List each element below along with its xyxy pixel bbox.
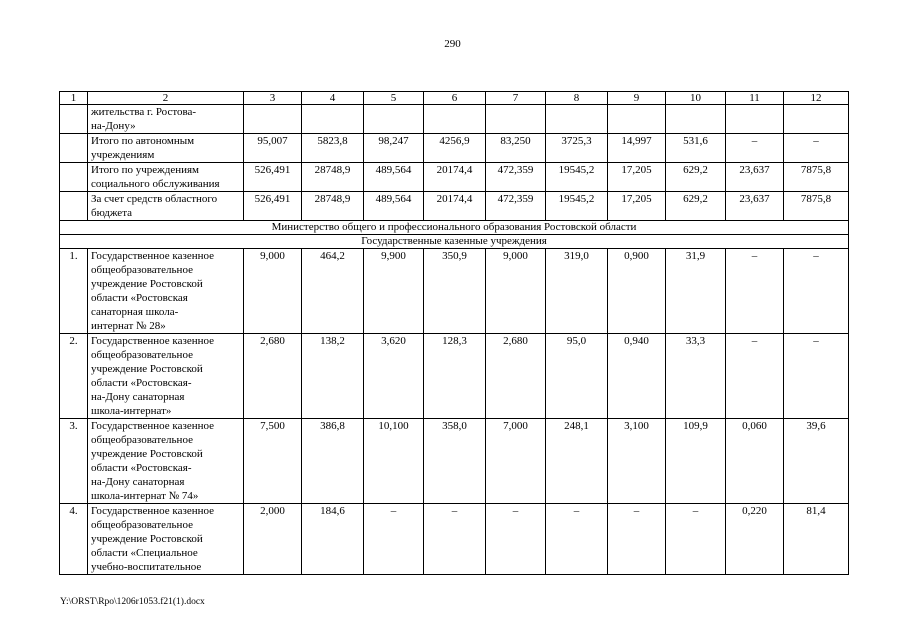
- row-value: [784, 249, 849, 334]
- section-ministry-text: Министерство общего и профессионального образования Ростовской области: [271, 221, 637, 233]
- row-value: [608, 134, 666, 163]
- row-value: [608, 163, 666, 192]
- row-value-text: 629,2: [683, 193, 708, 205]
- row-value-text: –: [751, 335, 758, 347]
- row-value-text: 526,491: [254, 193, 291, 205]
- row-value-text: 95,007: [257, 135, 288, 147]
- column-header: [424, 92, 486, 105]
- row-number: [60, 192, 88, 221]
- row-value: [486, 249, 546, 334]
- column-header: [726, 92, 784, 105]
- row-value: [726, 419, 784, 504]
- row-value-text: 0,060: [742, 420, 767, 432]
- row-value-text: 2,680: [260, 335, 285, 347]
- row-value-text: –: [512, 505, 519, 517]
- row-name-text: жительства г. Ростова- на-Дону»: [91, 106, 197, 132]
- row-name-text: Итого по автономным учреждениям: [91, 135, 195, 161]
- row-value-text: 28748,9: [314, 164, 351, 176]
- row-value: [784, 105, 849, 134]
- row-value-text: 0,220: [742, 505, 767, 517]
- row-value: [244, 334, 302, 419]
- row-value-text: 7,000: [503, 420, 528, 432]
- row-value: [608, 192, 666, 221]
- row-value: [486, 334, 546, 419]
- row-value-text: 350,9: [442, 250, 467, 262]
- column-header-text: 2: [162, 92, 169, 104]
- row-number-text: 1.: [69, 250, 78, 262]
- row-value: [726, 504, 784, 575]
- row-value: [608, 504, 666, 575]
- row-value-text: 629,2: [683, 164, 708, 176]
- row-value: [244, 249, 302, 334]
- row-value: [244, 192, 302, 221]
- column-header: [546, 92, 608, 105]
- row-name: [88, 334, 244, 419]
- row-value-text: 17,205: [621, 193, 652, 205]
- row-value: [726, 334, 784, 419]
- row-value: [608, 249, 666, 334]
- table-row: [60, 163, 849, 192]
- row-value-text: 489,564: [375, 164, 412, 176]
- row-value: [302, 163, 364, 192]
- table-row: [60, 134, 849, 163]
- row-name-text: Государственное казенное общеобразовательное учреждение Ростовской области «Ростовская- на-Дону санаторная школа-интернат»: [91, 335, 215, 417]
- row-value: [364, 504, 424, 575]
- column-header-text: 12: [810, 92, 822, 104]
- row-value: [424, 419, 486, 504]
- column-header-text: 5: [390, 92, 397, 104]
- column-header-text: 10: [690, 92, 701, 104]
- column-header: [666, 92, 726, 105]
- row-value: [666, 105, 726, 134]
- row-value-text: 2,000: [260, 505, 285, 517]
- row-value-text: 95,0: [566, 335, 587, 347]
- column-header: [784, 92, 849, 105]
- row-value-text: 7,500: [260, 420, 285, 432]
- row-value-text: 0,900: [624, 250, 649, 262]
- row-name: [88, 504, 244, 575]
- row-value: [546, 504, 608, 575]
- row-value-text: 386,8: [320, 420, 345, 432]
- table-row: [60, 249, 849, 334]
- section-ministry-row: [60, 221, 849, 235]
- column-header: [60, 92, 88, 105]
- row-value: [546, 192, 608, 221]
- row-value-text: 184,6: [320, 505, 345, 517]
- row-value: [546, 134, 608, 163]
- row-value: [666, 192, 726, 221]
- table-row: [60, 192, 849, 221]
- row-value: [784, 504, 849, 575]
- row-value: [364, 163, 424, 192]
- column-header-text: 7: [512, 92, 519, 104]
- row-value: [364, 249, 424, 334]
- row-value-text: 81,4: [806, 505, 826, 517]
- row-value-text: 20174,4: [436, 193, 473, 205]
- row-value-text: 472,359: [497, 193, 534, 205]
- row-value-text: 531,6: [683, 135, 708, 147]
- row-value-text: 20174,4: [436, 164, 473, 176]
- row-name: [88, 249, 244, 334]
- row-value: [666, 334, 726, 419]
- row-value-text: 19545,2: [558, 164, 595, 176]
- column-header-text: 1: [70, 92, 77, 104]
- row-number-text: 3.: [69, 420, 78, 432]
- row-number: [60, 334, 88, 419]
- row-value-text: –: [813, 335, 819, 347]
- row-value: [486, 134, 546, 163]
- row-value-text: –: [451, 505, 458, 517]
- row-value: [364, 105, 424, 134]
- row-value-text: 109,9: [683, 420, 708, 432]
- row-name-text: Итого по учреждениям социального обслуживания: [91, 164, 220, 190]
- row-name-text: За счет средств областного бюджета: [91, 193, 218, 219]
- row-value: [726, 134, 784, 163]
- row-value-text: 23,637: [739, 164, 770, 176]
- column-header: [88, 92, 244, 105]
- column-header-text: 4: [329, 92, 336, 104]
- table-header-row: [60, 92, 849, 105]
- row-value: [784, 134, 849, 163]
- row-value-text: 138,2: [320, 335, 345, 347]
- row-value: [364, 192, 424, 221]
- row-value-text: 23,637: [739, 193, 770, 205]
- row-number: [60, 419, 88, 504]
- row-value: [784, 419, 849, 504]
- row-value-text: –: [633, 505, 640, 517]
- row-value-text: 9,900: [381, 250, 406, 262]
- row-value: [302, 334, 364, 419]
- row-name-text: Государственное казенное общеобразовательное учреждение Ростовской области «Ростовская- на-Дону санаторная школа-интернат № 74»: [91, 420, 215, 502]
- row-value-text: –: [751, 135, 758, 147]
- row-value: [546, 163, 608, 192]
- row-value: [546, 334, 608, 419]
- row-value: [424, 105, 486, 134]
- row-value-text: 98,247: [378, 135, 409, 147]
- file-path: Y:\ORST\Rpo\1206r1053.f21(1).docx: [60, 597, 205, 607]
- row-number: [60, 163, 88, 192]
- row-number: [60, 105, 88, 134]
- row-value-text: 28748,9: [314, 193, 351, 205]
- row-value-text: 33,3: [685, 335, 706, 347]
- row-number: [60, 134, 88, 163]
- row-value-text: 17,205: [621, 164, 652, 176]
- row-number-text: 4.: [69, 505, 78, 517]
- row-value: [244, 163, 302, 192]
- row-value: [546, 419, 608, 504]
- column-header-text: 6: [451, 92, 458, 104]
- row-value: [302, 105, 364, 134]
- row-value-text: 128,3: [442, 335, 467, 347]
- row-name: [88, 419, 244, 504]
- row-value-text: –: [573, 505, 580, 517]
- row-value: [608, 105, 666, 134]
- row-value: [486, 105, 546, 134]
- row-value: [666, 419, 726, 504]
- row-name: [88, 105, 244, 134]
- row-value-text: –: [813, 250, 819, 262]
- row-value: [666, 163, 726, 192]
- row-value: [784, 334, 849, 419]
- row-value: [302, 192, 364, 221]
- row-value-text: –: [751, 250, 758, 262]
- table-row: [60, 105, 849, 134]
- row-value: [364, 419, 424, 504]
- row-value-text: 19545,2: [558, 193, 595, 205]
- column-header-text: 3: [269, 92, 276, 104]
- row-value: [486, 504, 546, 575]
- row-value: [424, 134, 486, 163]
- row-value-text: 9,000: [503, 250, 528, 262]
- column-header-text: 11: [749, 92, 760, 104]
- row-number: [60, 504, 88, 575]
- row-value: [666, 504, 726, 575]
- row-name-text: Государственное казенное общеобразовательное учреждение Ростовской области «Ростовская санаторная школа- интернат № 28»: [91, 250, 215, 332]
- row-value-text: 319,0: [564, 250, 589, 262]
- section-ministry: [60, 221, 849, 235]
- column-header: [302, 92, 364, 105]
- row-value: [784, 163, 849, 192]
- column-header-text: 8: [573, 92, 580, 104]
- row-value: [424, 504, 486, 575]
- row-value-text: 7875,8: [800, 193, 832, 205]
- row-value: [364, 334, 424, 419]
- row-value: [302, 134, 364, 163]
- section-gov-institutions-text: Государственные казенные учреждения: [361, 235, 547, 247]
- row-value: [302, 419, 364, 504]
- row-name: [88, 134, 244, 163]
- table-row: [60, 419, 849, 504]
- row-value: [302, 249, 364, 334]
- row-value: [424, 334, 486, 419]
- row-value: [364, 134, 424, 163]
- column-header: [608, 92, 666, 105]
- row-value: [608, 419, 666, 504]
- row-value-text: 0,940: [624, 335, 649, 347]
- column-header-text: 9: [633, 92, 640, 104]
- row-value-text: 5823,8: [317, 135, 348, 147]
- row-value-text: 526,491: [254, 164, 291, 176]
- row-value-text: 472,359: [497, 164, 534, 176]
- row-value-text: 248,1: [564, 420, 589, 432]
- row-value-text: 7875,8: [800, 164, 832, 176]
- row-value: [546, 249, 608, 334]
- row-value-text: 358,0: [442, 420, 467, 432]
- row-value-text: 3725,3: [561, 135, 592, 147]
- column-header: [364, 92, 424, 105]
- row-value-text: –: [692, 505, 699, 517]
- row-value: [666, 249, 726, 334]
- row-number-text: 2.: [69, 335, 78, 347]
- row-value-text: 464,2: [320, 250, 345, 262]
- row-value: [726, 163, 784, 192]
- table-row: [60, 504, 849, 575]
- page-number: 290: [444, 38, 461, 50]
- row-value-text: –: [813, 135, 819, 147]
- row-value: [486, 163, 546, 192]
- row-value-text: 4256,9: [439, 135, 470, 147]
- row-value: [244, 419, 302, 504]
- row-value-text: 10,100: [378, 420, 409, 432]
- row-value: [424, 163, 486, 192]
- row-value-text: 31,9: [685, 250, 706, 262]
- row-value: [486, 192, 546, 221]
- row-value: [244, 105, 302, 134]
- budget-table: [59, 91, 849, 575]
- row-value: [486, 419, 546, 504]
- row-value: [608, 334, 666, 419]
- row-value: [244, 134, 302, 163]
- row-value-text: 489,564: [375, 193, 412, 205]
- row-value-text: 39,6: [806, 420, 826, 432]
- row-value: [302, 504, 364, 575]
- row-value: [424, 249, 486, 334]
- row-value: [666, 134, 726, 163]
- row-value-text: 83,250: [500, 135, 531, 147]
- row-value: [546, 105, 608, 134]
- section-gov-institutions: [60, 235, 849, 249]
- row-value: [244, 504, 302, 575]
- row-name: [88, 192, 244, 221]
- row-value: [726, 192, 784, 221]
- row-name: [88, 163, 244, 192]
- row-value: [424, 192, 486, 221]
- table-row: [60, 334, 849, 419]
- row-value-text: 3,620: [381, 335, 406, 347]
- column-header: [486, 92, 546, 105]
- row-value: [784, 192, 849, 221]
- row-number: [60, 249, 88, 334]
- row-value-text: –: [390, 505, 397, 517]
- row-value: [726, 249, 784, 334]
- column-header: [244, 92, 302, 105]
- row-value-text: 14,997: [621, 135, 652, 147]
- row-value-text: 2,680: [503, 335, 528, 347]
- row-value-text: 9,000: [260, 250, 285, 262]
- row-value: [726, 105, 784, 134]
- row-value-text: 3,100: [624, 420, 649, 432]
- section-gov-institutions-row: [60, 235, 849, 249]
- row-name-text: Государственное казенное общеобразовательное учреждение Ростовской области «Специальное учебно-воспитательное: [91, 505, 215, 573]
